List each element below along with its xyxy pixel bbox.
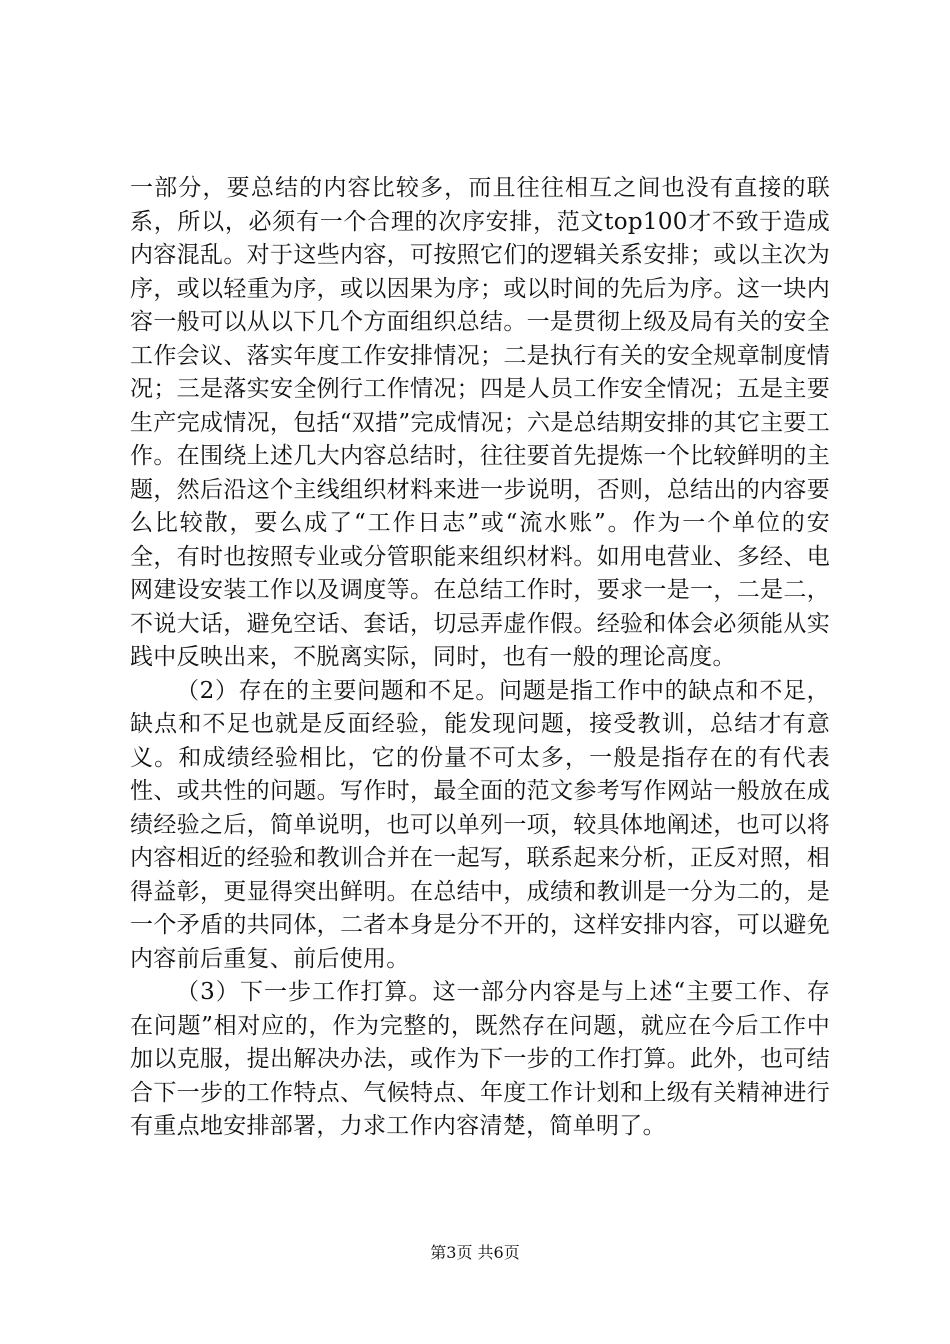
document-body	[130, 172, 830, 1144]
paragraph-problems: （2）存在的主要问题和不足。问题是指工作中的缺点和不足，缺点和不足也就是反面经验，能发现问题，接受教训，总结才有意义。和成绩经验相比，它的份量不可太多，一般是指存在的有代表性、或共性的问题。写作时，最全面的范文参考写作网站一般放在成绩经验之后，简单说明，也可以单列一项，较具体地阐述，也可以将内容相近的经验和教训合并在一起写，联系起来分析，正反对照，相得益彰，更显得突出鲜明。在总结中，成绩和教训是一分为二的，是一个矛盾的共同体，二者本身是分不开的，这样安排内容，可以避免内容前后重复、前后使用。	[130, 677, 830, 972]
paragraph-main-work: 一部分，要总结的内容比较多，而且往往相互之间也没有直接的联系，所以，必须有一个合理的次序安排，范文top100才不致于造成内容混乱。对于这些内容，可按照它们的逻辑关系安排；或以主次为序，或以轻重为序，或以因果为序；或以时间的先后为序。这一块内容一般可以从以下几个方面组织总结。一是贯彻上级及局有关的安全工作会议、落实年度工作安排情况；二是执行有关的安全规章制度情况；三是落实安全例行工作情况；四是人员工作安全情况；五是主要生产完成情况，包括“双措”完成情况；六是总结期安排的其它主要工作。在围绕上述几大内容总结时，往往要首先提炼一个比较鲜明的主题，然后沿这个主线组织材料来进一步说明，否则，总结出的内容要么比较散，要么成了“工作日志”或“流水账”。作为一个单位的安全，有时也按照专业或分管职能来组织材料。如用电营业、多经、电网建设安装工作以及调度等。在总结工作时，要求一是一，二是二，不说大话，避免空话、套话，切忌弄虚作假。经验和体会必须能从实践中反映出来，不脱离实际，同时，也有一般的理论高度。	[130, 175, 830, 670]
page-number-footer: 第3页 共6页	[430, 1243, 520, 1262]
paragraph-next-plan: （3）下一步工作打算。这一部分内容是与上述“主要工作、存在问题”相对应的，作为完整的，既然存在问题，就应在今后工作中加以克服，提出解决办法，或作为下一步的工作打算。此外，也可结合下一步的工作特点、气候特点、年度工作计划和上级有关精神进行有重点地安排部署，力求工作内容清楚，简单明了。	[130, 979, 830, 1139]
